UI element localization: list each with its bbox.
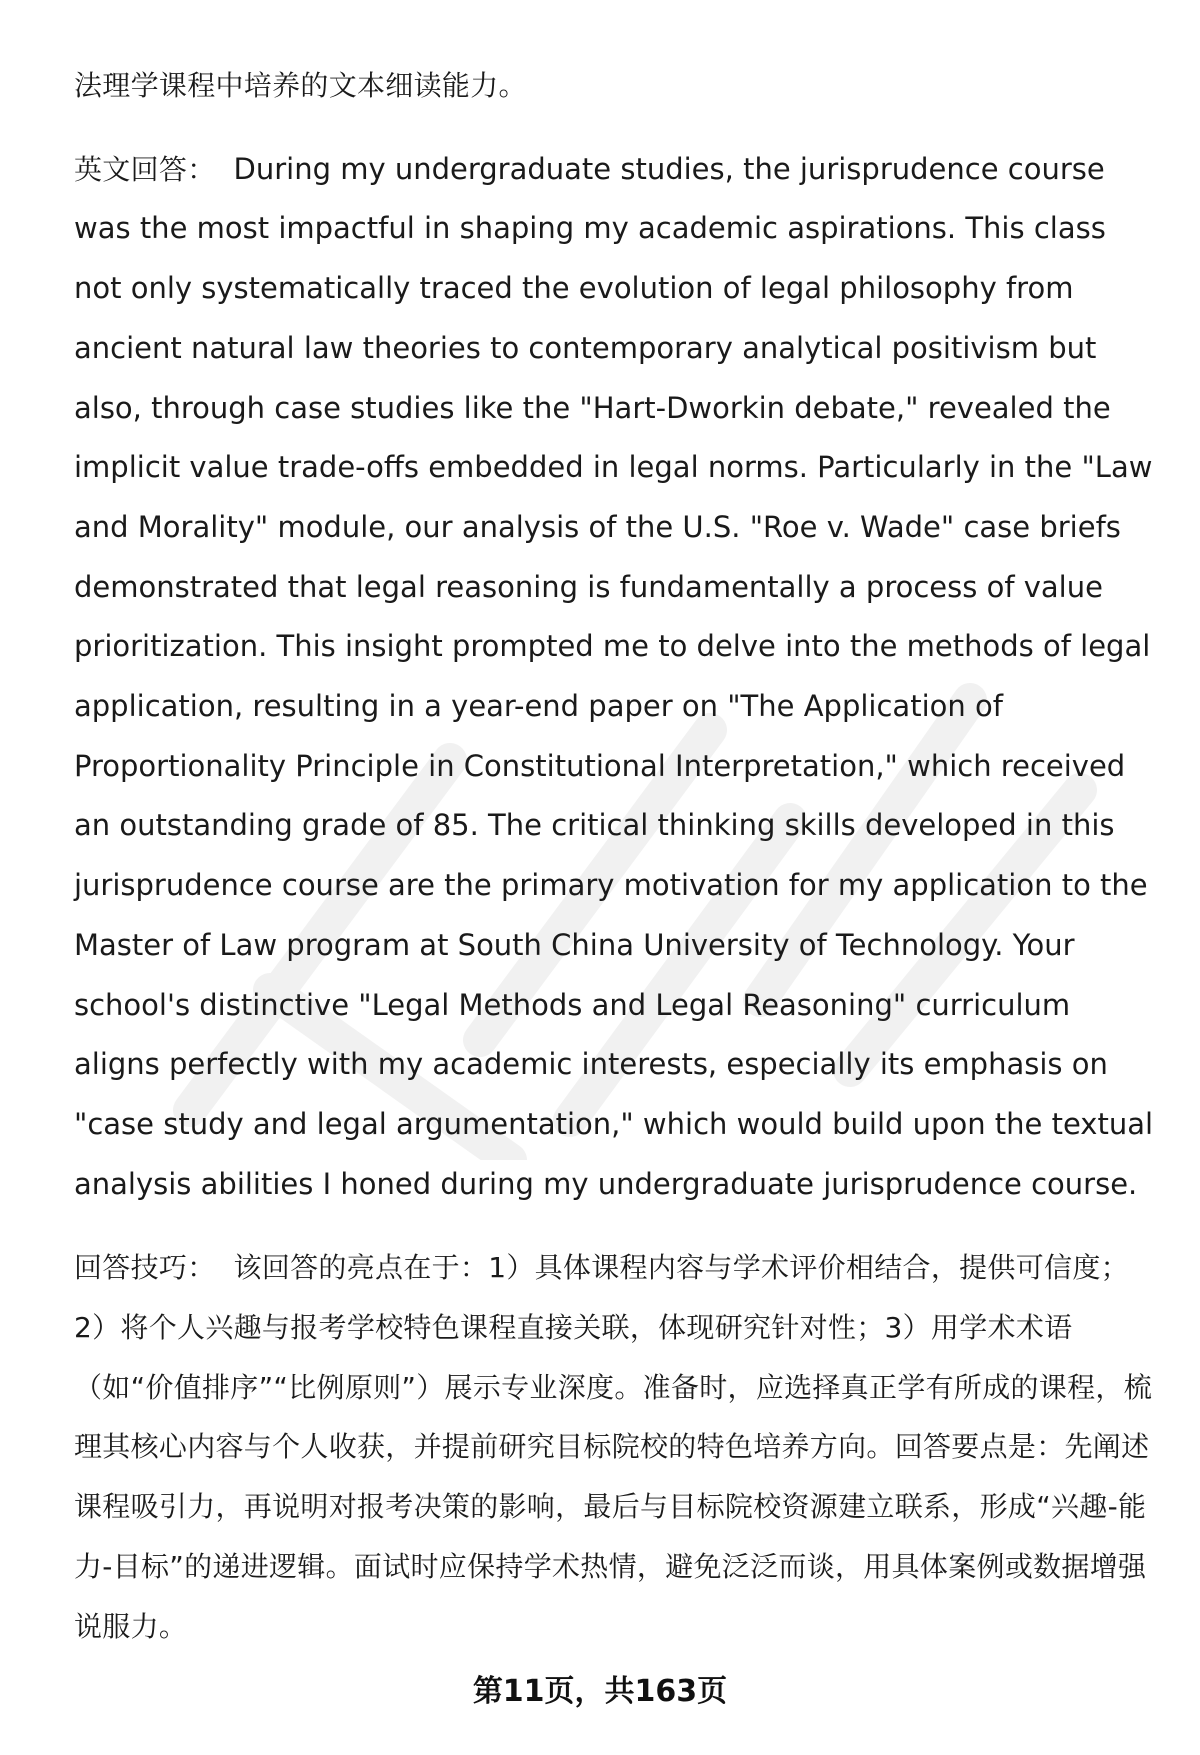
- intro-line: 法理学课程中培养的文本细读能力。: [74, 69, 527, 102]
- document-page: [74, 56, 1154, 1656]
- answer-tips-text: 该回答的亮点在于：1）具体课程内容与学术评价相结合，提供可信度；2）将个人兴趣与报考学校特色课程直接关联，体现研究针对性；3）用学术术语（如“价值排序”“比例原则”）展示专业深度。准备时，应选择真正学有所成的课程，梳理其核心内容与个人收获，并提前研究目标院校的特色培养方向。回答要点是：先阐述课程吸引力，再说明对报考决策的影响，最后与目标院校资源建立联系，形成“兴趣-能力-目标”的递进逻辑。面试时应保持学术热情，避免泛泛而谈，用具体案例或数据增强说服力。: [74, 1251, 1153, 1643]
- english-answer-text: During my undergraduate studies, the jurisprudence course was the most impactful in shaping my academic aspirations. This class not only systematically traced the evolution of legal philosophy from ancient natural law theories to contemporary analytical positivism but also, through case studies like the "Hart-Dworkin debate," revealed the implicit value trade-offs embedded in legal norms. Particularly in the "Law and Morality" module, our analysis of the U.S. "Roe v. Wade" case briefs demonstrated that legal reasoning is fundamentally a process of value prioritization. This insight prompted me to delve into the methods of legal application, resulting in a year-end paper on "The Application of Proportionality Principle in Constitutional Interpretation," which received an outstanding grade of 85. The critical thinking skills developed in this jurisprudence course are the primary motivation for my application to the Master of Law program at South China University of Technology. Your school's distinctive "Legal Methods and Legal Reasoning" curriculum aligns perfectly with my academic interests, especially its emphasis on "case study and legal argumentation," which would build upon the textual analysis abilities I honed during my undergraduate jurisprudence course.: [74, 151, 1154, 1201]
- answer-tips-label: 回答技巧：: [74, 1251, 216, 1285]
- english-answer: [74, 140, 1154, 1215]
- english-answer-label: 英文回答：: [74, 152, 216, 186]
- answer-tips: [74, 1238, 1154, 1656]
- page-number-footer: 第11页，共163页: [472, 1674, 728, 1709]
